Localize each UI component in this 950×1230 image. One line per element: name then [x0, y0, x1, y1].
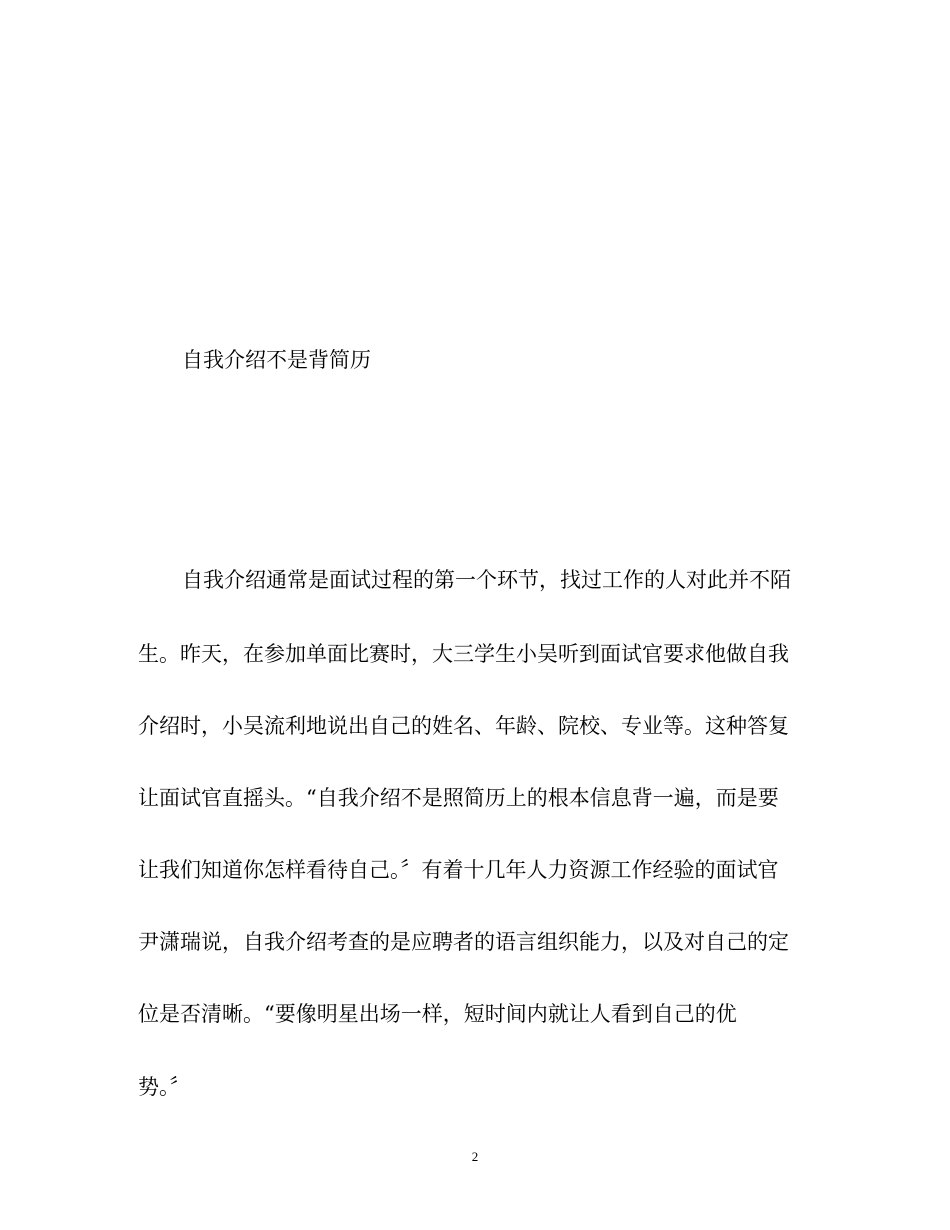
- paragraph-line-7: 位是否清晰。“要像明星出场一样，短时间内就让人看到自己的优: [138, 1002, 737, 1026]
- document-title: 自我介绍不是背简历: [182, 348, 371, 372]
- paragraph-line-5: 让我们知道你怎样看待自己。〞有着十几年人力资源工作经验的面试官: [138, 858, 779, 882]
- paragraph-line-4: 让面试官直摇头。“自我介绍不是照简历上的根本信息背一遍，而是要: [138, 786, 779, 810]
- paragraph-line-2: 生。昨天，在参加单面比赛时，大三学生小吴听到面试官要求他做自我: [138, 642, 789, 666]
- paragraph-line-8: 势。〞: [138, 1075, 191, 1099]
- paragraph-line-6: 尹潇瑞说，自我介绍考查的是应聘者的语言组织能力，以及对自己的定: [138, 930, 789, 954]
- page-number: 2: [471, 1149, 479, 1164]
- paragraph-line-3: 介绍时，小吴流利地说出自己的姓名、年龄、院校、专业等。这种答复: [138, 714, 789, 738]
- paragraph-line-1: 自我介绍通常是面试过程的第一个环节，找过工作的人对此并不陌: [182, 568, 791, 592]
